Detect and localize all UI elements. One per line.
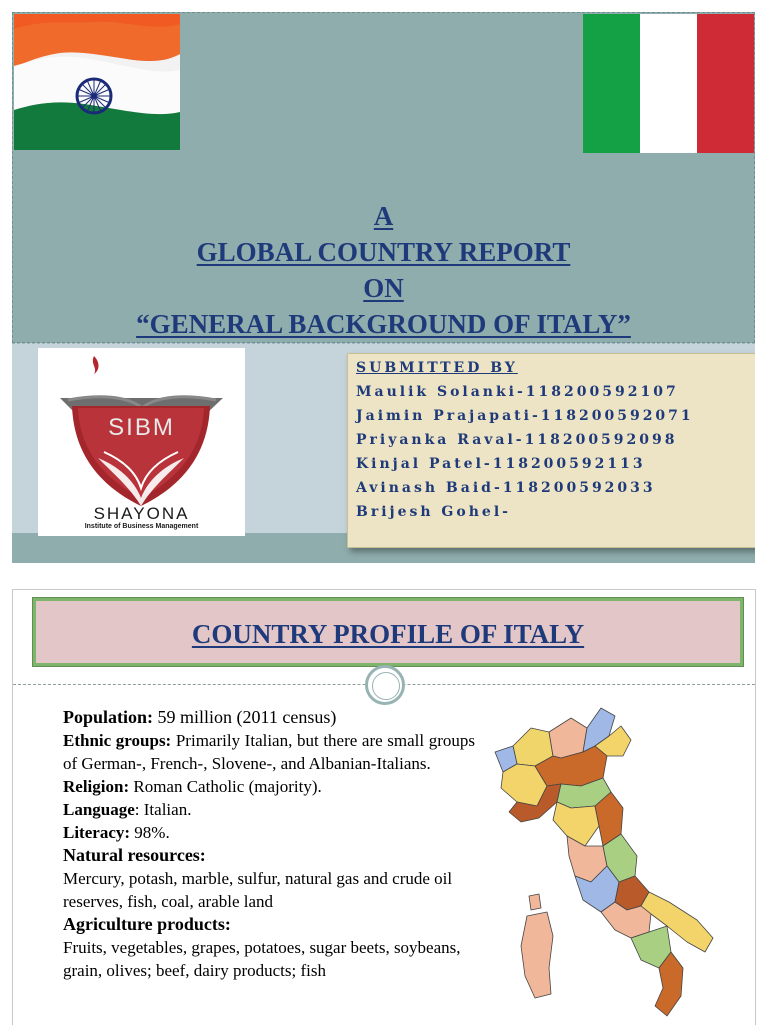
resources-value: Mercury, potash, marble, sulfur, natural gas and crude oil reserves, fish, coal, arable land [63, 869, 453, 911]
religion-row [63, 775, 475, 798]
member-2: Jaimin Prajapati-118200592071 [356, 408, 694, 424]
title-line-subject: “GENERAL BACKGROUND OF ITALY” [136, 309, 631, 339]
profile-content [63, 706, 475, 982]
ethnic-value: Primarily Italian, but there are small groups of German-, French-, Slovene-, and Albanian-Italians. [63, 731, 475, 773]
member-3: Priyanka Raval-118200592098 [356, 432, 678, 448]
logo-brand: SHAYONA [93, 504, 190, 523]
title-slide [12, 12, 755, 563]
member-4: Kinjal Patel-118200592113 [356, 456, 646, 472]
sibm-logo [38, 348, 245, 536]
circle-ornament-icon [365, 665, 405, 705]
ethnic-label: Ethnic groups: [63, 731, 172, 750]
resources-label: Natural resources: [63, 845, 206, 865]
title-line-a: A [373, 201, 394, 231]
report-title [12, 198, 755, 342]
profile-title: COUNTRY PROFILE OF ITALY [191, 619, 585, 649]
italy-map-image [491, 706, 755, 1026]
population-row [63, 706, 475, 729]
member-6: Brijesh Gohel- [356, 504, 511, 520]
religion-value: Roman Catholic (majority). [129, 777, 322, 796]
ethnic-row [63, 729, 475, 775]
title-line-on: ON [363, 273, 404, 303]
logo-name: SIBM [108, 414, 175, 441]
language-label: Language [63, 800, 135, 819]
india-flag-image [14, 14, 180, 150]
population-value: 59 million (2011 census) [153, 707, 337, 727]
religion-label: Religion: [63, 777, 130, 796]
population-label: Population: [63, 707, 154, 727]
literacy-value: 98%. [130, 823, 170, 842]
language-row [63, 798, 475, 821]
title-banner [33, 598, 743, 666]
profile-slide [12, 589, 756, 1025]
logo-tagline: Institute of Business Management [84, 523, 199, 530]
literacy-label: Literacy: [63, 823, 131, 842]
language-value: : Italian. [134, 800, 192, 819]
agriculture-label: Agriculture products: [63, 914, 231, 934]
literacy-row [63, 821, 475, 844]
submitted-by-heading: SUBMITTED BY [356, 360, 518, 376]
submitted-by-box [347, 353, 755, 548]
member-1: Maulik Solanki-118200592107 [356, 384, 679, 400]
italy-flag-image [583, 14, 754, 153]
agriculture-value: Fruits, vegetables, grapes, potatoes, sugar beets, soybeans, grain, olives; beef, dairy products; fish [63, 938, 461, 980]
member-5: Avinash Baid-118200592033 [356, 480, 656, 496]
title-line-report: GLOBAL COUNTRY REPORT [196, 237, 571, 267]
